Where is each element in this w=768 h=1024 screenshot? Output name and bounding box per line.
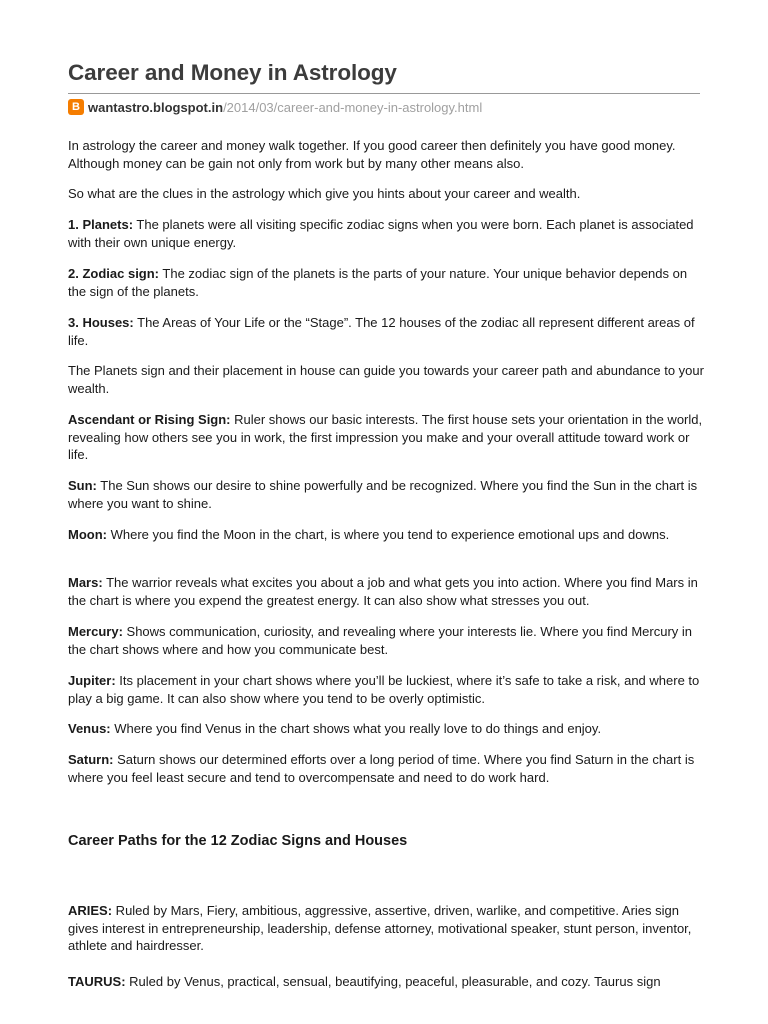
blogger-icon: B: [68, 99, 84, 115]
planet-label: Venus:: [68, 721, 111, 736]
sign-text: Ruled by Mars, Fiery, ambitious, aggressive, assertive, driven, warlike, and competitive. Aries sign gives interest in entrepreneurship, leadership, defense attorney, motivational speaker, stunt person, inventor, athlete and hairdresser.: [68, 903, 692, 953]
sign-label: ARIES:: [68, 903, 113, 918]
clue-text: The zodiac sign of the planets is the parts of your nature. Your unique behavior depends on the sign of the planets.: [68, 266, 688, 299]
title-divider: [68, 93, 700, 94]
clue-planets: [68, 216, 708, 251]
planet-text: Ruler shows our basic interests. The first house sets your orientation in the world, revealing how others see you in work, the first impression you make and your overall attitude toward work or life.: [68, 412, 703, 462]
planet-ascendant: [68, 411, 708, 464]
planet-venus: [68, 720, 708, 738]
planet-label: Ascendant or Rising Sign:: [68, 412, 231, 427]
planet-text: Its placement in your chart shows where you’ll be luckiest, where it’s safe to take a risk, and where to play a big game. It can also show where you tend to be overly optimistic.: [68, 673, 700, 706]
planet-label: Moon:: [68, 527, 107, 542]
clue-houses: [68, 314, 708, 349]
source-domain[interactable]: wantastro.blogspot.in: [88, 99, 224, 115]
section-heading: Career Paths for the 12 Zodiac Signs and Houses: [68, 833, 408, 849]
planet-mercury: [68, 623, 708, 658]
source-link[interactable]: [68, 98, 700, 116]
placement-paragraph: The Planets sign and their placement in house can guide you towards your career path and abundance to your wealth.: [68, 363, 704, 396]
planet-text: Where you find the Moon in the chart, is where you tend to experience emotional ups and downs.: [106, 527, 670, 542]
sign-aries: [68, 902, 708, 955]
clue-zodiac-sign: [68, 265, 708, 300]
clue-text: The Areas of Your Life or the “Stage”. The 12 houses of the zodiac all represent different areas of life.: [68, 315, 695, 348]
intro-paragraph-2: So what are the clues in the astrology which give you hints about your career and wealth.: [68, 186, 581, 201]
planet-moon: [68, 526, 708, 544]
planet-saturn: [68, 751, 708, 786]
intro-paragraph-1: In astrology the career and money walk together. If you good career then definitely you have good money. Although money can be gain not only from work but by many other means also.: [68, 138, 676, 171]
planet-text: Shows communication, curiosity, and revealing where your interests lie. Where you find Mercury in the chart shows where and how you communicate best.: [68, 624, 693, 657]
clue-text: The planets were all visiting specific zodiac signs when you were born. Each planet is associated with their own unique energy.: [68, 217, 694, 250]
sign-taurus: [68, 973, 708, 991]
planet-label: Mercury:: [68, 624, 123, 639]
page-title: Career and Money in Astrology: [68, 60, 397, 85]
planet-label: Sun:: [68, 478, 97, 493]
planet-label: Saturn:: [68, 752, 114, 767]
clue-label: 2. Zodiac sign:: [68, 266, 160, 281]
planet-mars: [68, 574, 708, 609]
clue-label: 1. Planets:: [68, 217, 134, 232]
planet-text: Saturn shows our determined efforts over a long period of time. Where you find Saturn in the chart is where you feel least secure and tend to overcompensate and need to do work hard.: [68, 752, 695, 785]
clue-label: 3. Houses:: [68, 315, 134, 330]
planet-text: The warrior reveals what excites you about a job and what gets you into action. Where you find Mars in the chart is where you expend the greatest energy. It can also show what stresses you out.: [68, 575, 698, 608]
planet-text: The Sun shows our desire to shine powerfully and be recognized. Where you find the Sun in the chart is where you want to shine.: [68, 478, 698, 511]
page-header: [68, 58, 700, 116]
planet-label: Mars:: [68, 575, 103, 590]
planet-jupiter: [68, 672, 708, 707]
sign-label: TAURUS:: [68, 974, 126, 989]
planet-label: Jupiter:: [68, 673, 116, 688]
sign-text: Ruled by Venus, practical, sensual, beautifying, peaceful, pleasurable, and cozy. Taurus sign: [125, 974, 661, 989]
source-path[interactable]: /2014/03/career-and-money-in-astrology.html: [223, 99, 483, 115]
planet-sun: [68, 477, 708, 512]
planet-text: Where you find Venus in the chart shows what you really love to do things and enjoy.: [110, 721, 602, 736]
